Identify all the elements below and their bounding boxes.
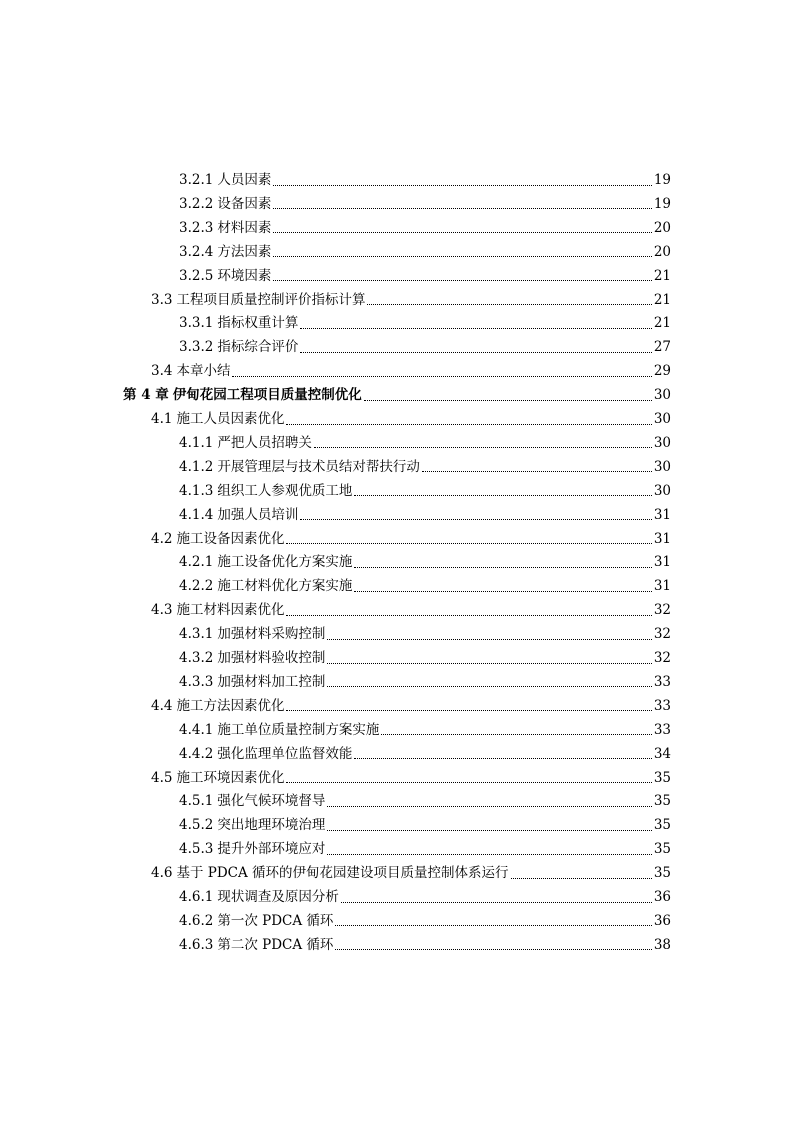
toc-entry-page: 35 xyxy=(653,769,671,786)
toc-dot-leader xyxy=(327,686,651,687)
toc-entry-title: 工程项目质量控制评价指标计算 xyxy=(176,291,366,308)
toc-entry[interactable] xyxy=(151,694,671,718)
toc-dot-leader xyxy=(327,830,651,831)
toc-entry-title: 加强材料加工控制 xyxy=(217,673,326,690)
toc-entry-page: 31 xyxy=(653,506,671,523)
toc-entry[interactable] xyxy=(179,479,671,503)
toc-entry-title: 现状调查及原因分析 xyxy=(217,889,339,905)
toc-entry-number: 4.1.4 xyxy=(179,506,214,523)
toc-entry-title: 严把人员招聘关 xyxy=(217,434,312,451)
toc-entry-page: 31 xyxy=(653,530,671,547)
toc-dot-leader xyxy=(422,471,652,472)
toc-entry-page: 32 xyxy=(653,602,671,619)
toc-dot-leader xyxy=(354,591,651,592)
toc-entry-number: 4.2 xyxy=(151,530,173,547)
toc-entry[interactable] xyxy=(179,264,671,288)
toc-entry-title: 加强材料验收控制 xyxy=(217,650,326,666)
toc-entry[interactable] xyxy=(179,670,671,694)
toc-entry[interactable] xyxy=(179,742,671,766)
toc-entry[interactable] xyxy=(179,311,671,335)
toc-entry-title: 材料因素 xyxy=(217,219,272,236)
toc-entry-number: 4.1.2 xyxy=(179,458,214,475)
toc-entry[interactable] xyxy=(179,646,671,670)
toc-entry[interactable] xyxy=(179,503,671,527)
toc-entry[interactable] xyxy=(179,622,671,646)
toc-entry-page: 21 xyxy=(653,267,671,284)
toc-entry-number: 4.2.2 xyxy=(179,578,214,595)
toc-dot-leader xyxy=(327,854,651,855)
toc-entry-page: 31 xyxy=(653,578,671,595)
toc-entry-number: 4.1.3 xyxy=(179,482,214,499)
toc-entry-number: 4.4 xyxy=(151,697,173,714)
toc-entry[interactable] xyxy=(179,837,671,861)
toc-entry-number: 3.2.4 xyxy=(179,243,214,260)
toc-entry-title: 施工单位质量控制方案实施 xyxy=(217,721,380,738)
toc-entry[interactable] xyxy=(179,216,671,240)
toc-entry[interactable] xyxy=(179,431,671,455)
toc-dot-leader xyxy=(327,663,651,664)
toc-dot-leader xyxy=(367,304,651,305)
toc-entry-number: 3.2.3 xyxy=(179,219,214,236)
toc-entry-number: 4.3.2 xyxy=(179,650,214,666)
toc-entry[interactable] xyxy=(151,861,671,885)
toc-dot-leader xyxy=(327,639,651,640)
toc-dot-leader xyxy=(273,280,651,281)
toc-entry-page: 34 xyxy=(653,745,671,762)
toc-dot-leader xyxy=(286,782,651,783)
toc-entry-page: 33 xyxy=(653,673,671,690)
toc-entry-number: 4.5.2 xyxy=(179,817,214,834)
toc-entry[interactable] xyxy=(179,813,671,837)
toc-entry-number: 4.6.1 xyxy=(179,889,214,905)
toc-entry-title: 开展管理层与技术员结对帮扶行动 xyxy=(217,458,420,475)
toc-entry-number: 4.6.2 xyxy=(179,912,214,929)
toc-entry-number: 3.3.1 xyxy=(179,315,214,332)
toc-dot-leader xyxy=(273,232,651,233)
toc-entry-title: 第二次 PDCA 循环 xyxy=(217,936,334,953)
toc-dot-leader xyxy=(354,567,651,568)
toc-dot-leader xyxy=(232,376,651,377)
toc-entry-page: 30 xyxy=(653,434,671,451)
toc-dot-leader xyxy=(354,758,651,759)
toc-entry-number: 4.6 xyxy=(151,865,173,882)
toc-dot-leader xyxy=(314,447,652,448)
toc-entry-title: 设备因素 xyxy=(217,195,272,212)
toc-entry-title: 指标权重计算 xyxy=(217,315,299,332)
toc-dot-leader xyxy=(364,400,652,401)
toc-entry-number: 4.1.1 xyxy=(179,434,214,451)
toc-dot-leader xyxy=(354,495,651,496)
toc-entry-page: 35 xyxy=(653,841,671,858)
toc-entry-number: 3.2.1 xyxy=(179,172,214,188)
toc-entry-page: 29 xyxy=(653,363,671,380)
toc-dot-leader xyxy=(286,424,651,425)
toc-entry-title: 施工设备优化方案实施 xyxy=(217,554,353,571)
toc-entry[interactable] xyxy=(179,574,671,598)
toc-entry-page: 35 xyxy=(653,817,671,834)
toc-entry-title: 突出地理环境治理 xyxy=(217,817,326,834)
toc-entry[interactable] xyxy=(123,383,671,407)
toc-entry-number: 4.4.2 xyxy=(179,745,214,762)
toc-entry-title: 基于 PDCA 循环的伊甸花园建设项目质量控制体系运行 xyxy=(176,865,509,882)
toc-entry-page: 35 xyxy=(653,793,671,810)
toc-dot-leader xyxy=(300,352,651,353)
toc-dot-leader xyxy=(381,734,651,735)
toc-entry[interactable] xyxy=(179,550,671,574)
toc-entry-number: 4.5 xyxy=(151,769,173,786)
toc-entry-number: 4.3.3 xyxy=(179,673,214,690)
toc-entry-number: 4.1 xyxy=(151,411,173,427)
toc-entry-page: 19 xyxy=(653,195,671,212)
toc-entry-number: 3.3.2 xyxy=(179,339,214,356)
toc-entry-number: 4.5.1 xyxy=(179,793,214,810)
toc-entry-number: 4.3 xyxy=(151,602,173,619)
toc-entry[interactable] xyxy=(179,240,671,264)
toc-entry-page: 31 xyxy=(653,554,671,571)
toc-entry-number: 4.6.3 xyxy=(179,936,214,953)
toc-dot-leader xyxy=(273,185,651,186)
toc-entry-page: 38 xyxy=(653,936,671,953)
toc-entry[interactable] xyxy=(179,933,671,957)
toc-entry[interactable] xyxy=(179,168,671,192)
toc-entry-title: 施工设备因素优化 xyxy=(176,530,285,547)
toc-entry-title: 组织工人参观优质工地 xyxy=(217,482,353,499)
toc-entry[interactable] xyxy=(151,359,671,383)
toc-entry-page: 30 xyxy=(653,482,671,499)
toc-entry-number: 3.4 xyxy=(151,363,173,380)
toc-entry-title: 加强人员培训 xyxy=(217,506,299,523)
toc-dot-leader xyxy=(286,615,651,616)
toc-entry[interactable] xyxy=(179,909,671,933)
toc-entry[interactable] xyxy=(179,455,671,479)
toc-entry-title: 指标综合评价 xyxy=(217,339,299,356)
toc-entry-number: 4.5.3 xyxy=(179,841,214,858)
toc-entry[interactable] xyxy=(151,527,671,551)
toc-entry-page: 21 xyxy=(653,315,671,332)
toc-entry-title: 第一次 PDCA 循环 xyxy=(217,912,334,929)
toc-entry[interactable] xyxy=(179,789,671,813)
toc-entry[interactable] xyxy=(179,718,671,742)
toc-dot-leader xyxy=(300,519,651,520)
toc-entry-page: 33 xyxy=(653,721,671,738)
toc-entry-title: 提升外部环境应对 xyxy=(217,841,326,858)
toc-entry-number: 第 4 章 xyxy=(123,387,169,404)
toc-entry-number: 3.3 xyxy=(151,291,173,308)
toc-dot-leader xyxy=(286,710,651,711)
toc-dot-leader xyxy=(286,543,651,544)
toc-entry-title: 本章小结 xyxy=(176,363,231,380)
toc-entry-page: 19 xyxy=(653,172,671,188)
toc-entry-title: 伊甸花园工程项目质量控制优化 xyxy=(172,387,362,404)
toc-entry-number: 4.2.1 xyxy=(179,554,214,571)
toc-entry[interactable] xyxy=(151,288,671,312)
toc-entry-title: 施工材料优化方案实施 xyxy=(217,578,353,595)
toc-entry-page: 33 xyxy=(653,697,671,714)
toc-entry[interactable] xyxy=(179,335,671,359)
toc-entry-page: 21 xyxy=(653,291,671,308)
toc-entry-title: 施工环境因素优化 xyxy=(176,769,285,786)
toc-entry-page: 35 xyxy=(653,865,671,882)
toc-entry-title: 强化气候环境督导 xyxy=(217,793,326,810)
toc-dot-leader xyxy=(273,208,651,209)
toc-entry[interactable] xyxy=(151,407,671,431)
toc-entry-number: 4.4.1 xyxy=(179,721,214,738)
toc-entry-number: 3.2.2 xyxy=(179,195,214,212)
toc-entry-page: 20 xyxy=(653,219,671,236)
toc-entry-title: 强化监理单位监督效能 xyxy=(217,745,353,762)
toc-dot-leader xyxy=(335,949,651,950)
toc-entry[interactable] xyxy=(179,192,671,216)
toc-entry-page: 36 xyxy=(653,912,671,929)
toc-dot-leader xyxy=(511,878,652,879)
toc-entry-page: 32 xyxy=(653,650,671,666)
toc-entry-page: 36 xyxy=(653,889,671,905)
toc-entry-title: 施工方法因素优化 xyxy=(176,697,285,714)
toc-entry-page: 27 xyxy=(653,339,671,356)
toc-entry-page: 30 xyxy=(653,387,671,404)
toc-dot-leader xyxy=(273,256,651,257)
toc-dot-leader xyxy=(341,902,652,903)
toc-entry-title: 人员因素 xyxy=(217,172,272,188)
toc-entry-title: 环境因素 xyxy=(217,267,272,284)
toc-entry-number: 3.2.5 xyxy=(179,267,214,284)
toc-entry-page: 30 xyxy=(653,411,671,427)
toc-dot-leader xyxy=(335,925,651,926)
toc-entry-title: 加强材料采购控制 xyxy=(217,626,326,643)
toc-entry[interactable] xyxy=(151,598,671,622)
toc-entry-page: 32 xyxy=(653,626,671,643)
toc-entry-page: 30 xyxy=(653,458,671,475)
toc-entry[interactable] xyxy=(151,766,671,790)
toc-dot-leader xyxy=(300,328,651,329)
toc-dot-leader xyxy=(327,806,651,807)
toc-entry-title: 方法因素 xyxy=(217,243,272,260)
toc-entry[interactable] xyxy=(179,885,671,909)
toc-entry-title: 施工人员因素优化 xyxy=(176,411,285,427)
toc-entry-page: 20 xyxy=(653,243,671,260)
toc-entry-title: 施工材料因素优化 xyxy=(176,602,285,619)
toc-entry-number: 4.3.1 xyxy=(179,626,214,643)
